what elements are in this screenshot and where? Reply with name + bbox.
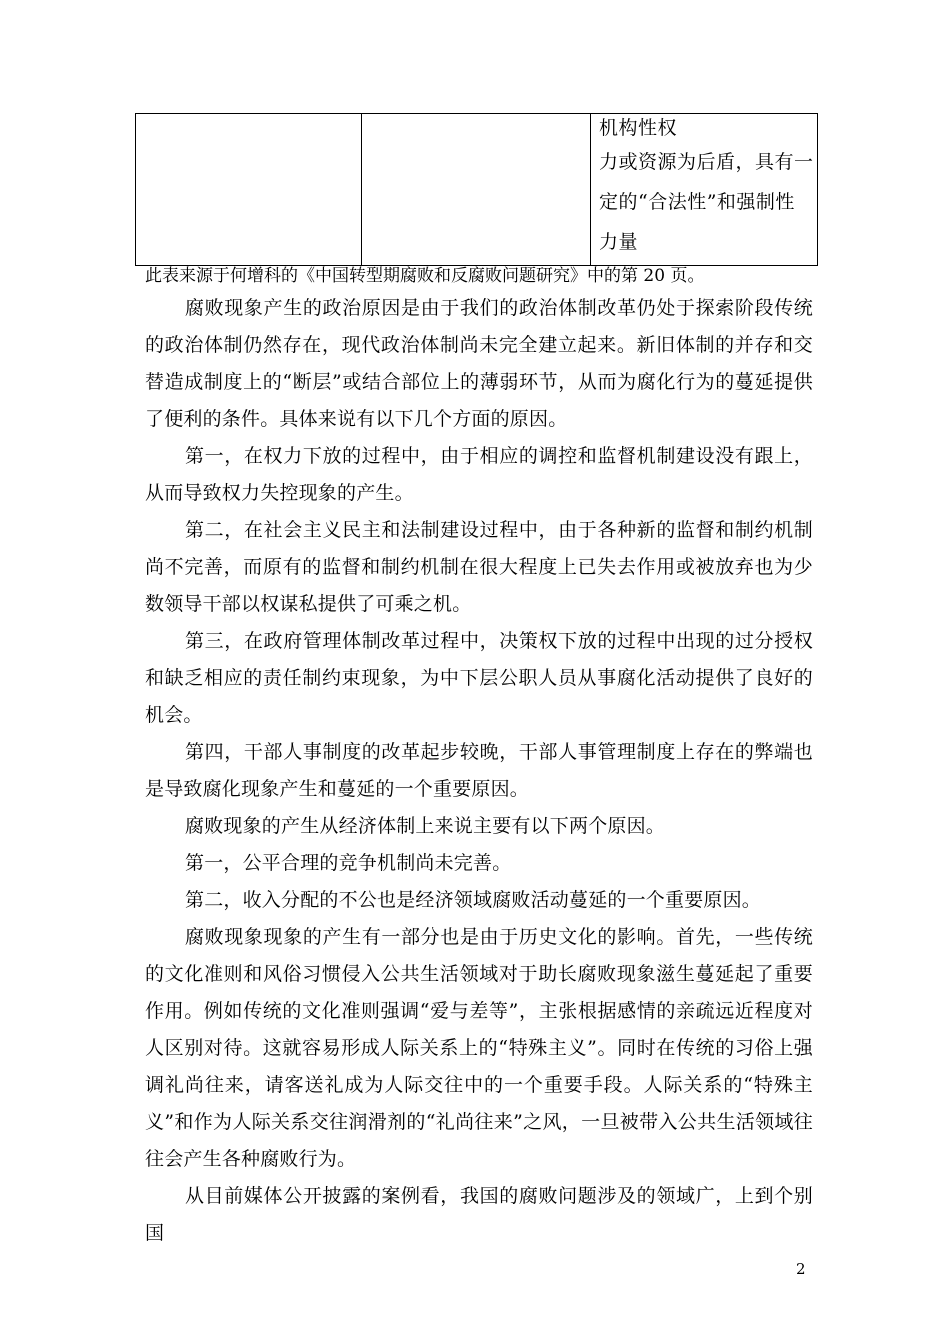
- paragraph: 腐败现象的产生从经济体制上来说主要有以下两个原因。: [185, 815, 666, 837]
- paragraph: 腐败现象产生的政治原因是由于我们的政治体制改革仍处于探索阶段传统的政治体制仍然存在，现代政治体制尚未完全建立起来。新旧体制的并存和交替造成制度上的“断层”或结合部位上的薄弱环节，从而为腐化行为的蔓延提供了便利的条件。具体来说有以下几个方面的原因。: [145, 297, 813, 430]
- cell-line: 机构性权: [599, 117, 678, 139]
- paragraph: 第三，在政府管理体制改革过程中，决策权下放的过程中出现的过分授权和缺乏相应的责任制约束现象，为中下层公职人员从事腐化活动提供了良好的机会。: [145, 630, 813, 726]
- paragraph: 从目前媒体公开披露的案例看，我国的腐败问题涉及的领域广，上到个别国: [145, 1185, 813, 1244]
- paragraph: 第二，收入分配的不公也是经济领域腐败活动蔓延的一个重要原因。: [185, 889, 762, 911]
- table-source-note: 此表来源于何增科的《中国转型期腐败和反腐败问题研究》中的第 20 页。: [145, 266, 705, 286]
- table-row: [136, 114, 818, 266]
- cell-line: 力量: [599, 231, 639, 253]
- page-number: 2: [796, 1260, 806, 1278]
- paragraph: 第一，公平合理的竞争机制尚未完善。: [185, 852, 512, 874]
- cell-line: 定的“合法性”和强制性: [599, 191, 795, 213]
- body-text: [145, 290, 813, 1252]
- paragraph: 第一，在权力下放的过程中，由于相应的调控和监督机制建设没有跟上，从而导致权力失控现象的产生。: [145, 445, 813, 504]
- paragraph: 第二，在社会主义民主和法制建设过程中，由于各种新的监督和制约机制尚不完善，而原有的监督和制约机制在很大程度上已失去作用或被放弃也为少数领导干部以权谋私提供了可乘之机。: [145, 519, 813, 615]
- table-cell-2: [362, 114, 591, 266]
- table-cell-3: [591, 114, 818, 266]
- paragraph: 腐败现象现象的产生有一部分也是由于历史文化的影响。首先，一些传统的文化准则和风俗习惯侵入公共生活领域对于助长腐败现象滋生蔓延起了重要作用。例如传统的文化准则强调“爱与差等”，主张根据感情的亲疏远近程度对人区别对待。这就容易形成人际关系上的“特殊主义”。同时在传统的习俗上强调礼尚往来，请客送礼成为人际交往中的一个重要手段。人际关系的“特殊主义”和作为人际关系交往润滑剂的“礼尚往来”之风，一旦被带入公共生活领域往往会产生各种腐败行为。: [145, 926, 813, 1170]
- cell-line: 力或资源为后盾，具有一: [599, 151, 814, 173]
- table-cell-1: [136, 114, 362, 266]
- comparison-table: [135, 113, 818, 266]
- paragraph: 第四，干部人事制度的改革起步较晚，干部人事管理制度上存在的弊端也是导致腐化现象产生和蔓延的一个重要原因。: [145, 741, 813, 800]
